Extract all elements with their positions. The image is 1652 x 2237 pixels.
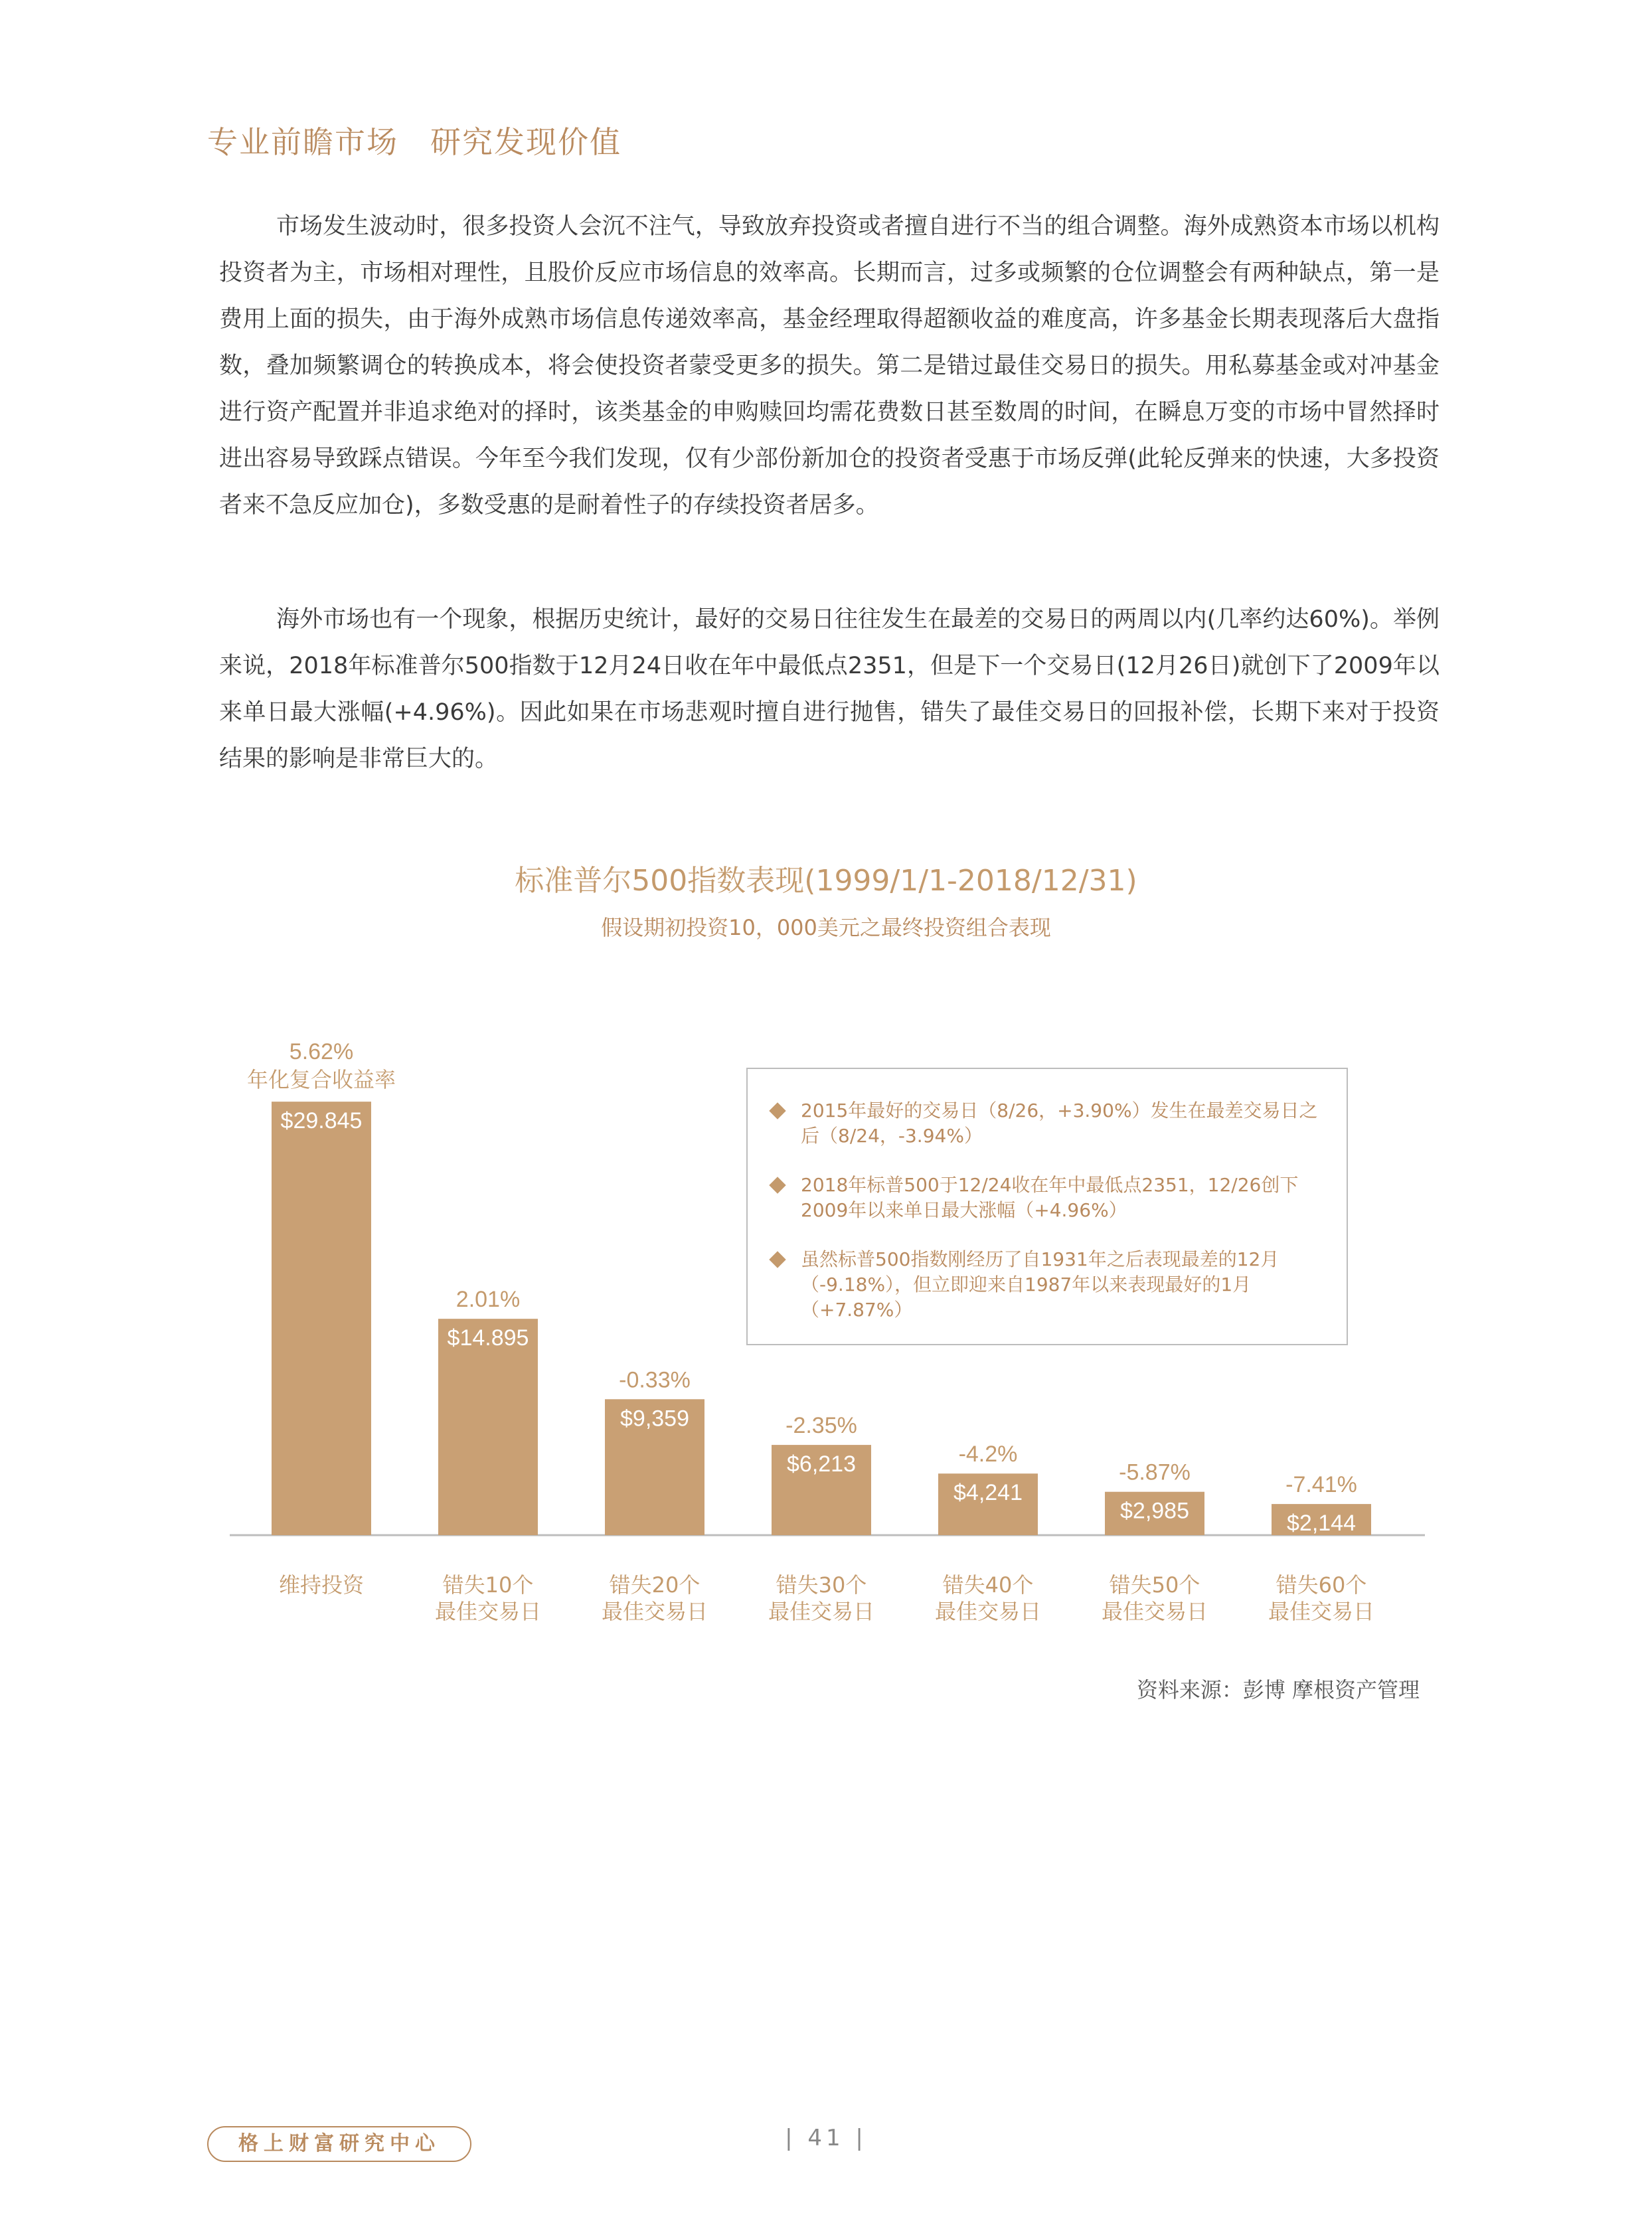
category-label: 最佳交易日 (1268, 1599, 1375, 1624)
annual-return-label: -2.35% (785, 1413, 857, 1439)
annual-return-label: -4.2% (958, 1442, 1018, 1467)
chart-title: 标准普尔500指数表现(1999/1/1-2018/12/31) (515, 864, 1137, 898)
paragraph-1 (219, 203, 1440, 529)
category-label: 维持投资 (278, 1572, 365, 1598)
note-text: 2018年标普500于12/24收在年中最低点2351，12/26创下2009年以来单日最大涨幅（+4.96%） (801, 1174, 1299, 1221)
page-number: | 41 | (785, 2125, 867, 2151)
chart-subtitle: 假设期初投资10，000美元之最终投资组合表现 (601, 915, 1051, 940)
category-label: 最佳交易日 (768, 1599, 875, 1624)
bar-value-label: $6,213 (787, 1451, 856, 1477)
category-label: 错失20个 (609, 1572, 701, 1598)
diamond-bullet-icon (769, 1251, 785, 1268)
category-label: 最佳交易日 (934, 1599, 1042, 1624)
footer-badge: 格上财富研究中心 (207, 2126, 471, 2162)
annual-return-label: -7.41% (1285, 1472, 1357, 1498)
annual-return-label: 2.01% (455, 1287, 521, 1313)
category-label: 错失10个 (442, 1572, 534, 1598)
category-label: 错失60个 (1276, 1572, 1367, 1598)
note-text: 虽然标普500指数刚经历了自1931年之后表现最差的12月（-9.18%），但立即迎来自1987年以来表现最好的1月（+7.87%） (801, 1248, 1280, 1321)
diamond-bullet-icon (769, 1102, 785, 1119)
bar-value-label: $29.845 (280, 1108, 363, 1134)
bar-value-label: $4,241 (953, 1480, 1023, 1506)
bar-value-label: $9,359 (620, 1406, 689, 1432)
paragraph-2 (219, 596, 1440, 782)
paragraph-1-text: 市场发生波动时，很多投资人会沉不注气，导致放弃投资或者擅自进行不当的组合调整。海外成熟资本市场以机构投资者为主，市场相对理性，且股价反应市场信息的效率高。长期而言，过多或频繁的仓位调整会有两种缺点，第一是费用上面的损失，由于海外成熟市场信息传递效率高，基金经理取得超额收益的难度高，许多基金长期表现落后大盘指数，叠加频繁调仓的转换成本，将会使投资者蒙受更多的损失。第二是错过最佳交易日的损失。用私募基金或对冲基金进行资产配置并非追求绝对的择时，该类基金的申购赎回均需花费数日甚至数周的时间，在瞬息万变的市场中冒然择时进出容易导致踩点错误。今年至今我们发现，仅有少部份新加仓的投资者受惠于市场反弹(此轮反弹来的快速，大多投资者来不急反应加仓)，多数受惠的是耐着性子的存续投资者居多。 (219, 213, 1440, 519)
note-item (762, 1173, 1320, 1223)
note-text: 2015年最好的交易日（8/26，+3.90%）发生在最差交易日之后（8/24，-3.94%） (801, 1100, 1318, 1147)
notes-box (746, 1068, 1348, 1345)
category-label: 最佳交易日 (601, 1599, 708, 1624)
category-label: 最佳交易日 (434, 1599, 542, 1624)
bar-value-label: $2,144 (1287, 1511, 1356, 1536)
category-label: 错失50个 (1109, 1572, 1200, 1598)
bar (438, 1319, 538, 1535)
source-note: 资料来源：彭博 摩根资产管理 (1136, 1677, 1420, 1702)
note-item (762, 1098, 1320, 1149)
bar (272, 1102, 371, 1535)
paragraph-2-text: 海外市场也有一个现象，根据历史统计，最好的交易日往往发生在最差的交易日的两周以内(几率约达60%)。举例来说，2018年标准普尔500指数于12月24日收在年中最低点2351，但是下一个交易日(12月26日)就创下了2009年以来单日最大涨幅(+4.96%)。因此如果在市场悲观时擅自进行抛售，错失了最佳交易日的回报补偿，长期下来对于投资结果的影响是非常巨大的。 (219, 606, 1440, 772)
section-title: 专业前瞻市场 研究发现价值 (207, 124, 621, 160)
annual-return-label: -0.33% (619, 1367, 691, 1393)
note-item (762, 1247, 1320, 1323)
category-label: 错失40个 (942, 1572, 1034, 1598)
annual-return-label: -5.87% (1119, 1459, 1191, 1485)
annual-return-label: 5.62% (289, 1039, 354, 1065)
bar-value-label: $14.895 (447, 1325, 529, 1351)
category-label: 最佳交易日 (1101, 1599, 1208, 1624)
diamond-bullet-icon (769, 1177, 785, 1193)
category-label: 错失30个 (776, 1572, 867, 1598)
annual-return-caption: 年化复合收益率 (246, 1067, 396, 1093)
bar-value-label: $2,985 (1120, 1498, 1189, 1524)
